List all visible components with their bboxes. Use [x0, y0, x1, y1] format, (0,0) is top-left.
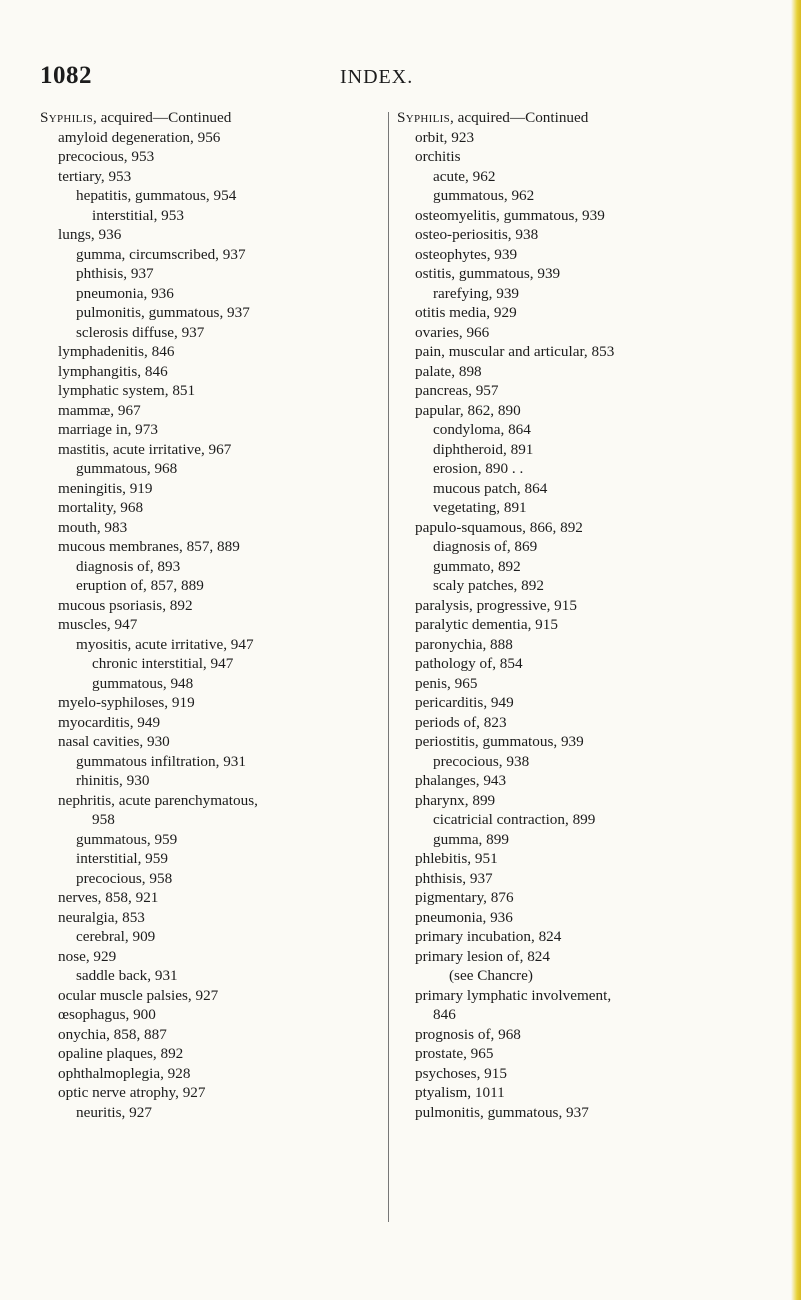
index-entry: mucous patch, 864	[433, 479, 548, 497]
index-entry: mucous membranes, 857, 889	[58, 538, 240, 555]
index-entry: phthisis, 937	[76, 265, 154, 282]
index-heading: Syphilis, acquired—Continued	[397, 109, 589, 126]
index-entry: osteophytes, 939	[415, 245, 518, 263]
index-entry: paralytic dementia, 915	[415, 616, 558, 633]
index-entry: onychia, 858, 887	[58, 1025, 167, 1043]
index-entry: gumma, circumscribed, 937	[76, 245, 246, 263]
index-entry: otitis media, 929	[415, 304, 517, 321]
index-entry: prostate, 965	[415, 1045, 494, 1062]
index-entry: rhinitis, 930	[76, 772, 150, 789]
index-entry: lymphangitis, 846	[58, 362, 168, 380]
index-entry: pancreas, 957	[415, 382, 499, 399]
index-entry: diagnosis of, 869	[433, 538, 538, 555]
index-entry: lungs, 936	[58, 226, 122, 243]
index-entry: mastitis, acute irritative, 967	[58, 440, 232, 458]
index-entry: lymphatic system, 851	[58, 382, 196, 399]
heading-keyword: Syphilis	[397, 109, 451, 126]
index-entry: lymphadenitis, 846	[58, 343, 175, 360]
index-entry: œsophagus, 900	[58, 1006, 156, 1023]
index-entry: primary lymphatic involvement,	[415, 986, 612, 1004]
index-entry: precocious, 938	[433, 752, 530, 770]
index-column-right	[397, 108, 777, 1122]
index-entry: periostitis, gummatous, 939	[415, 733, 584, 750]
heading-keyword: Syphilis	[40, 109, 94, 126]
index-entry: ovaries, 966	[415, 323, 490, 341]
index-entry: 846	[433, 1006, 456, 1023]
index-entry: gummatous, 962	[433, 187, 535, 204]
index-entry: pneumonia, 936	[415, 908, 513, 926]
index-entry: optic nerve atrophy, 927	[58, 1084, 206, 1101]
index-entry: pneumonia, 936	[76, 284, 174, 302]
index-entry: primary incubation, 824	[415, 928, 562, 945]
index-entry: precocious, 958	[76, 869, 173, 887]
index-entry: rarefying, 939	[433, 284, 520, 302]
index-entry: pulmonitis, gummatous, 937	[415, 1103, 589, 1121]
index-entry: erosion, 890 . .	[433, 460, 524, 477]
index-entry: mammæ, 967	[58, 401, 141, 419]
index-entry: ostitis, gummatous, 939	[415, 265, 561, 282]
index-entry: penis, 965	[415, 674, 478, 692]
page-header	[0, 62, 801, 102]
index-entry: nerves, 858, 921	[58, 889, 159, 906]
index-entry: mortality, 968	[58, 499, 144, 516]
page-number: 1082	[40, 62, 92, 89]
index-entry: 958	[92, 811, 115, 828]
page-edge	[791, 0, 801, 1300]
index-entry: primary lesion of, 824	[415, 947, 550, 965]
index-entry: nasal cavities, 930	[58, 733, 170, 750]
index-entry: ptyalism, 1011	[415, 1084, 505, 1101]
index-entry: myositis, acute irritative, 947	[76, 635, 254, 653]
index-entry: gummatous, 948	[92, 674, 194, 692]
index-entry: marriage in, 973	[58, 421, 158, 438]
index-entry: vegetating, 891	[433, 499, 527, 516]
index-entry: pigmentary, 876	[415, 889, 514, 906]
index-entry: ocular muscle palsies, 927	[58, 986, 219, 1004]
index-entry: phlebitis, 951	[415, 850, 498, 867]
index-entry: interstitial, 953	[92, 206, 184, 224]
index-entry: orchitis	[415, 148, 461, 165]
index-heading: Syphilis, acquired—Continued	[40, 109, 232, 126]
index-entry: osteo-periositis, 938	[415, 226, 539, 243]
index-entry: papulo-squamous, 866, 892	[415, 518, 583, 536]
page-title: INDEX.	[340, 66, 414, 88]
index-entry: gummatous, 968	[76, 460, 178, 477]
index-entry: osteomyelitis, gummatous, 939	[415, 206, 605, 224]
index-entry: prognosis of, 968	[415, 1025, 521, 1043]
index-entry: palate, 898	[415, 362, 482, 380]
index-entry: neuritis, 927	[76, 1103, 152, 1121]
index-entry: gummatous infiltration, 931	[76, 752, 246, 770]
index-entry: ophthalmoplegia, 928	[58, 1064, 191, 1082]
index-entry: psychoses, 915	[415, 1064, 507, 1082]
index-entry: pain, muscular and articular, 853	[415, 343, 615, 360]
index-entry: phalanges, 943	[415, 772, 507, 789]
index-entry: orbit, 923	[415, 128, 475, 146]
index-entry: chronic interstitial, 947	[92, 655, 234, 672]
index-entry: papular, 862, 890	[415, 401, 521, 419]
index-entry: diphtheroid, 891	[433, 440, 534, 458]
index-entry: diagnosis of, 893	[76, 557, 181, 575]
index-entry: phthisis, 937	[415, 869, 493, 887]
index-entry: gummatous, 959	[76, 830, 178, 848]
index-entry: tertiary, 953	[58, 167, 132, 185]
index-entry: precocious, 953	[58, 148, 155, 165]
index-entry: (see Chancre)	[449, 967, 533, 984]
index-entry: pathology of, 854	[415, 655, 523, 672]
index-entry: saddle back, 931	[76, 967, 178, 984]
index-entry: periods of, 823	[415, 713, 507, 731]
index-column-left	[40, 108, 390, 1122]
index-entry: eruption of, 857, 889	[76, 577, 204, 594]
index-entry: mouth, 983	[58, 518, 128, 536]
index-entry: nephritis, acute parenchymatous,	[58, 791, 258, 809]
index-entry: sclerosis diffuse, 937	[76, 323, 205, 341]
index-entry: gummato, 892	[433, 557, 521, 575]
index-entry: paralysis, progressive, 915	[415, 596, 577, 614]
index-entry: muscles, 947	[58, 616, 138, 633]
index-entry: amyloid degeneration, 956	[58, 128, 221, 146]
index-entry: opaline plaques, 892	[58, 1045, 184, 1062]
index-entry: hepatitis, gummatous, 954	[76, 187, 237, 204]
index-entry: gumma, 899	[433, 830, 509, 848]
index-entry: neuralgia, 853	[58, 908, 145, 926]
index-entry: nose, 929	[58, 947, 117, 965]
index-entry: meningitis, 919	[58, 479, 153, 497]
index-entry: mucous psoriasis, 892	[58, 596, 193, 614]
index-entry: myelo-syphiloses, 919	[58, 694, 195, 711]
index-entry: condyloma, 864	[433, 421, 531, 438]
index-entry: cerebral, 909	[76, 928, 156, 945]
index-entry: pericarditis, 949	[415, 694, 514, 711]
index-entry: cicatricial contraction, 899	[433, 811, 596, 828]
index-entry: myocarditis, 949	[58, 713, 161, 731]
index-entry: pharynx, 899	[415, 791, 496, 809]
index-entry: scaly patches, 892	[433, 577, 544, 594]
index-entry: paronychia, 888	[415, 635, 513, 653]
column-divider	[388, 112, 389, 1222]
index-entry: acute, 962	[433, 167, 496, 185]
index-entry: interstitial, 959	[76, 850, 168, 867]
index-entry: pulmonitis, gummatous, 937	[76, 304, 250, 321]
